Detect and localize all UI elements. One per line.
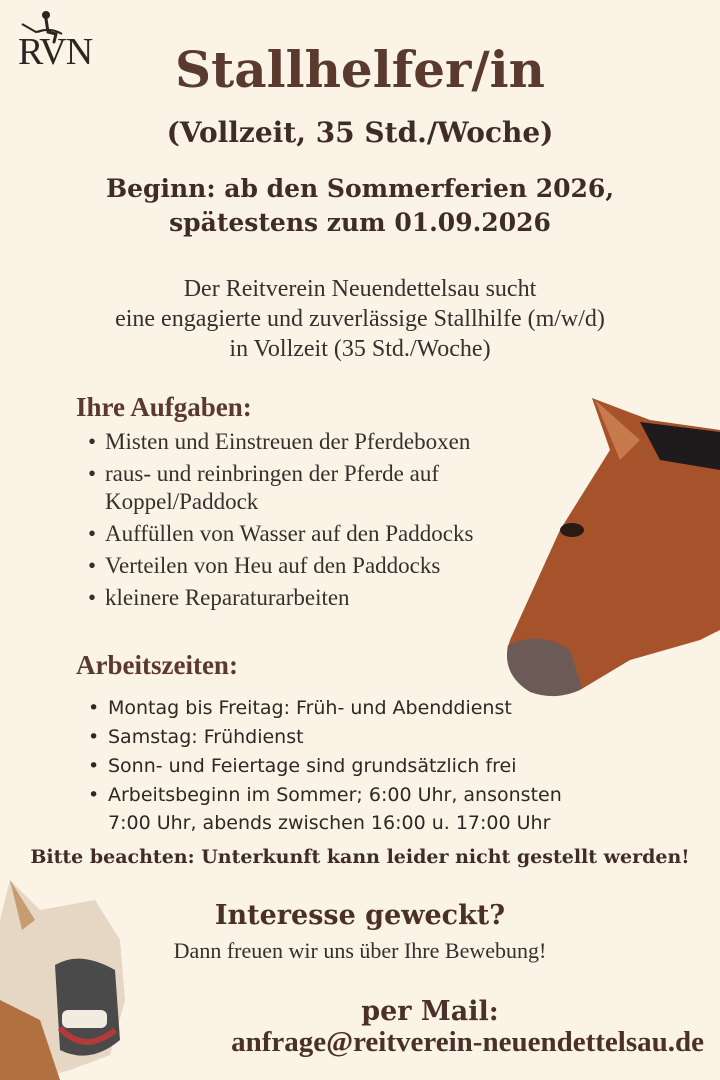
list-item: • kleinere Reparaturarbeiten [88, 584, 558, 612]
page-title: Stallhelfer/in [174, 40, 546, 99]
list-item: • Sonn- und Feiertage sind grundsätzlich frei [88, 752, 608, 780]
intro-line-2: eine engagierte und zuverlässige Stallhilfe (m/w/d) [115, 306, 605, 332]
list-item: • Montag bis Freitag: Früh- und Abenddienst [88, 694, 608, 722]
intro-line-3: in Vollzeit (35 Std./Woche) [229, 336, 491, 362]
accommodation-note: Bitte beachten: Unterkunft kann leider nicht gestellt werden! [30, 846, 690, 868]
hours-heading: Arbeitszeiten: [76, 650, 238, 680]
start-date-line-1: Beginn: ab den Sommerferien 2026, [105, 174, 615, 203]
list-item: • Verteilen von Heu auf den Paddocks [88, 552, 558, 580]
list-item: • Misten und Einstreuen der Pferdeboxen [88, 428, 558, 456]
tasks-list [88, 428, 558, 616]
intro-line-1: Der Reitverein Neuendettelsau sucht [183, 276, 537, 302]
hours-list [88, 694, 608, 838]
apply-text: Dann freuen wir uns über Ihre Bewebung! [173, 938, 547, 963]
interest-heading: Interesse geweckt? [214, 900, 506, 931]
tasks-heading: Ihre Aufgaben: [76, 392, 252, 422]
list-item: • Auffüllen von Wasser auf den Paddocks [88, 520, 558, 548]
start-date-line-2: spätestens zum 01.09.2026 [169, 208, 551, 237]
logo-text: RVN [18, 31, 93, 73]
list-item: • Samstag: Frühdienst [88, 723, 608, 751]
list-item: • raus- und reinbringen der Pferde auf Koppel/Paddock [88, 460, 558, 516]
contact-email-link[interactable]: anfrage@reitverein-neuendettelsau.de [231, 1026, 704, 1058]
list-item: • Arbeitsbeginn im Sommer; 6:00 Uhr, ansonsten 7:00 Uhr, abends zwischen 16:00 u. 17:00 Uhr [88, 781, 608, 837]
horse-head-image [500, 390, 720, 710]
per-mail-label: per Mail: [361, 996, 499, 1027]
page-subtitle: (Vollzeit, 35 Std./Woche) [166, 116, 554, 149]
